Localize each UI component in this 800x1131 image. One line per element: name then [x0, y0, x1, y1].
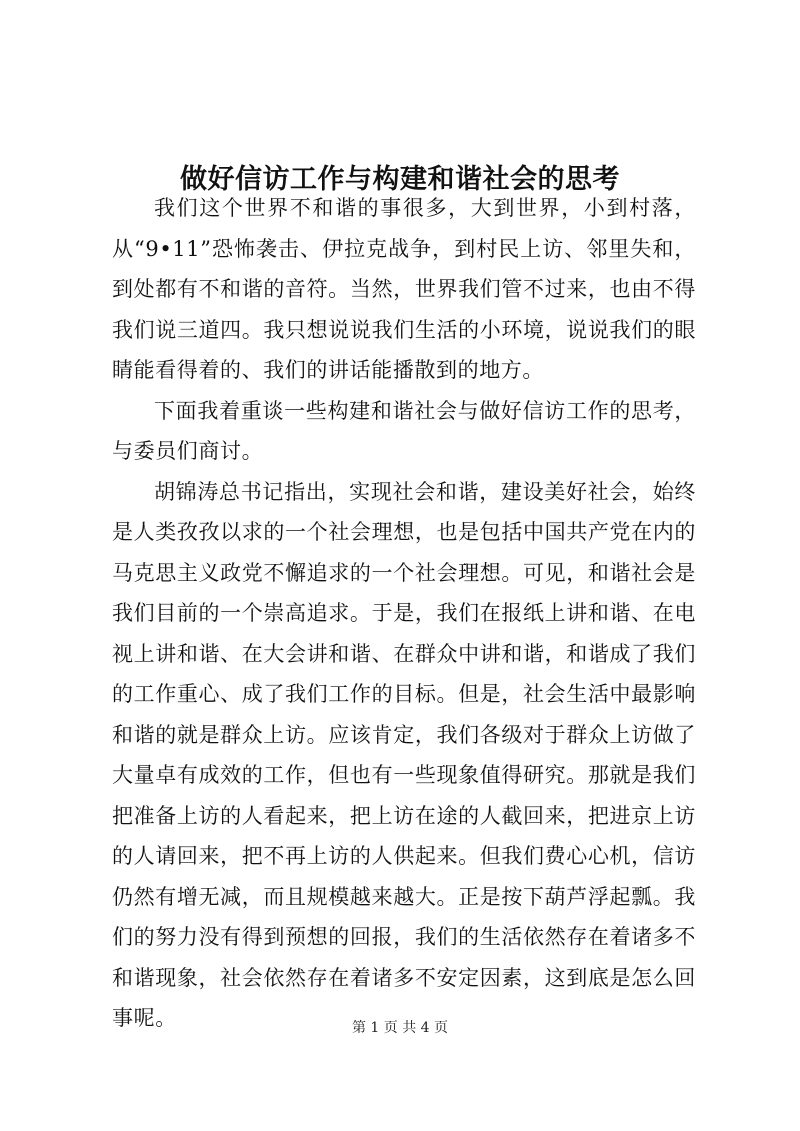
- body-paragraph-1: 我们这个世界不和谐的事很多，大到世界，小到村落，从“9•11”恐怖袭击、伊拉克战争，到村民上访、邻里失和，到处都有不和谐的音符。当然，世界我们管不过来，也由不得我们说三道四。我只想说说我们生活的小环境，说说我们的眼睛能看得着的、我们的讲话能播散到的地方。: [112, 196, 696, 382]
- page-number-footer: 第 1 页 共 4 页: [351, 1020, 449, 1036]
- document-body: [112, 188, 696, 1039]
- body-paragraph-2: 下面我着重谈一些构建和谐社会与做好信访工作的思考，与委员们商讨。: [112, 398, 696, 463]
- document-title: 做好信访工作与构建和谐社会的思考: [180, 164, 620, 196]
- body-paragraph-3: 胡锦涛总书记指出，实现社会和谐，建设美好社会，始终是人类孜孜以求的一个社会理想，也是包括中国共产党在内的马克思主义政党不懈追求的一个社会理想。可见，和谐社会是我们目前的一个崇高追求。于是，我们在报纸上讲和谐、在电视上讲和谐、在大会讲和谐、在群众中讲和谐，和谐成了我们的工作重心、成了我们工作的目标。但是，社会生活中最影响和谐的就是群众上访。应该肯定，我们各级对于群众上访做了大量卓有成效的工作，但也有一些现象值得研究。那就是我们把准备上访的人看起来，把上访在途的人截回来，把进京上访的人请回来，把不再上访的人供起来。但我们费心心机，信访仍然有增无减，而且规模越来越大。正是按下葫芦浮起瓢。我们的努力没有得到预想的回报，我们的生活依然存在着诸多不和谐现象，社会依然存在着诸多不安定因素，这到底是怎么回事呢。: [112, 479, 696, 1030]
